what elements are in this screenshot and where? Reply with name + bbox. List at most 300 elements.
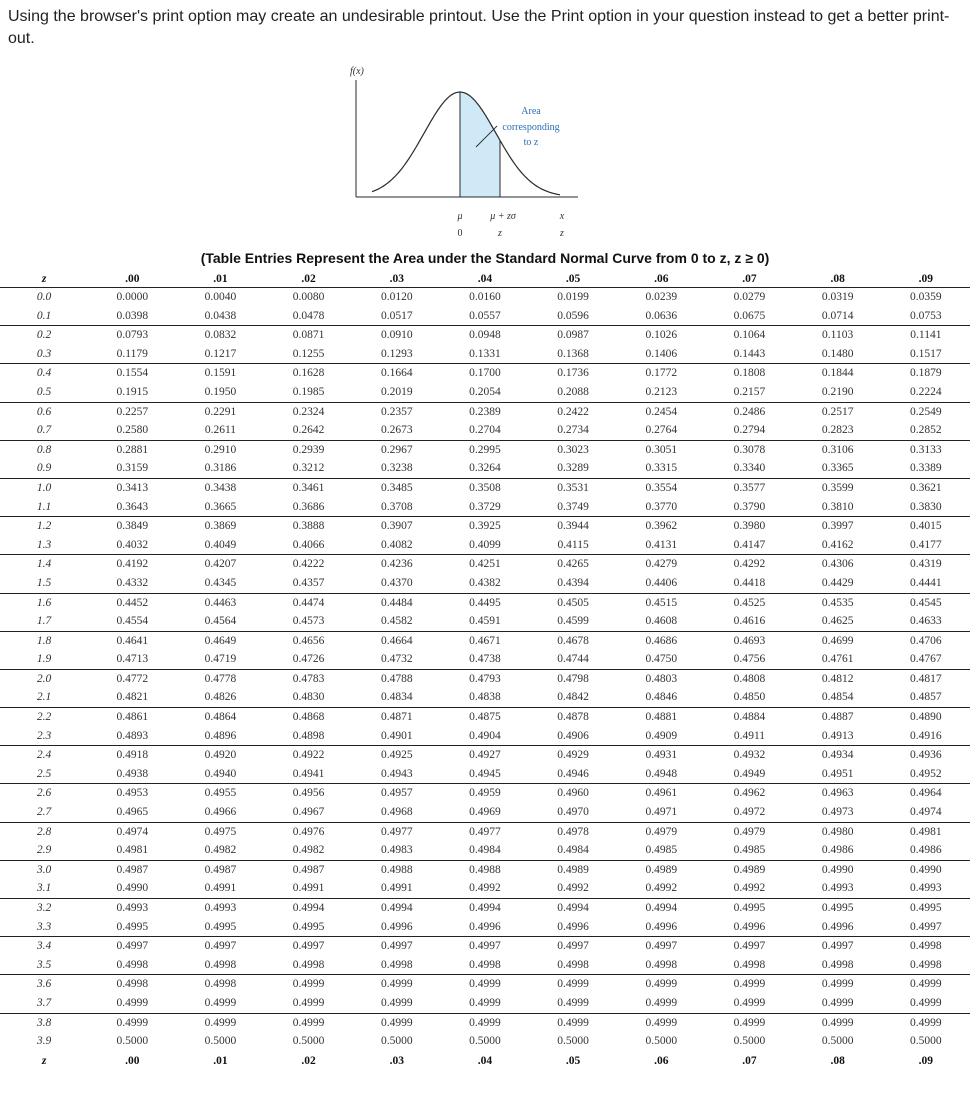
table-cell: 0.4192 (116, 558, 149, 571)
table-cell: 0.0636 (617, 307, 705, 326)
table-cell: 0.4535 (821, 596, 854, 609)
table-cell: 0.3790 (705, 498, 793, 517)
table-cell: 0.0000 (116, 291, 149, 303)
table-cell: 0.4961 (645, 787, 678, 800)
table-cell: 0.1331 (441, 345, 529, 364)
table-cell: 0.4279 (645, 558, 678, 571)
table-cell: 0.4999 (88, 994, 176, 1013)
table-cell: 0.4713 (88, 650, 176, 669)
table-cell: 0.4996 (529, 918, 617, 937)
table-cell: 0.4608 (617, 612, 705, 631)
table-cell: 0.2967 (380, 443, 413, 456)
table-cell: 0.4767 (882, 650, 970, 669)
table-cell: 0.1293 (353, 345, 441, 364)
table-cell: 0.4821 (88, 688, 176, 707)
table-cell: 0.4582 (353, 612, 441, 631)
table-cell: 0.4999 (292, 1016, 325, 1029)
table-cell: 0.1700 (469, 367, 501, 380)
table-row (0, 688, 970, 707)
table-cell: 0.4994 (469, 902, 501, 914)
table-cell: 0.0871 (292, 329, 325, 342)
table-cell: 0.4991 (265, 879, 353, 898)
table-cell: 0.1179 (88, 345, 176, 364)
table-row (0, 536, 970, 555)
table-cell: 0.4999 (353, 994, 441, 1013)
table-cell: 0.4633 (882, 612, 970, 631)
table-cell: 0.4999 (204, 1016, 237, 1029)
table-cell: 0.4222 (292, 558, 325, 571)
table-cell: 0.4834 (353, 688, 441, 707)
table-cell: 0.3106 (821, 443, 854, 456)
table-cell: 0.4901 (353, 727, 441, 746)
table-cell: 0.4793 (469, 672, 501, 685)
table-row (0, 727, 970, 746)
table-cell: 0.4957 (380, 787, 413, 800)
table-cell: 0.4949 (705, 765, 793, 784)
table-cell: 0.4656 (292, 634, 325, 647)
table-cell: 0.0239 (645, 291, 678, 303)
table-cell: 0.4998 (617, 956, 705, 975)
z-value: 0.5 (0, 383, 88, 402)
table-cell: 0.4999 (733, 978, 766, 991)
table-cell: 0.4319 (910, 558, 942, 571)
table-cell: 0.1443 (705, 345, 793, 364)
table-cell: 0.4996 (794, 918, 882, 937)
table-row (0, 326, 970, 345)
table-cell: 0.4925 (380, 749, 413, 762)
table-cell: 0.4972 (705, 803, 793, 822)
table-cell: 0.0596 (529, 307, 617, 326)
z-value: 1.7 (0, 612, 88, 631)
x-label: x (559, 211, 565, 222)
table-cell: 0.3389 (882, 459, 970, 478)
table-cell: 0.3413 (116, 481, 149, 494)
table-cell: 0.4999 (794, 994, 882, 1013)
table-cell: 0.4996 (353, 918, 441, 937)
table-cell: 0.4998 (116, 978, 149, 991)
footer-row (0, 1051, 970, 1071)
table-cell: 0.4999 (380, 1016, 413, 1029)
table-cell: 0.0478 (265, 307, 353, 326)
header-col: .04 (441, 271, 529, 288)
footer-col: .06 (654, 1054, 669, 1067)
table-cell: 0.4956 (292, 787, 325, 800)
table-cell: 0.2291 (204, 405, 237, 418)
table-row (0, 975, 970, 994)
table-cell: 0.4999 (882, 994, 970, 1013)
table-cell: 0.4962 (733, 787, 766, 800)
table-cell: 0.1554 (116, 367, 149, 380)
table-cell: 0.3944 (557, 520, 589, 533)
table-cell: 0.1064 (733, 329, 766, 342)
table-cell: 0.4904 (441, 727, 529, 746)
table-cell: 0.4968 (353, 803, 441, 822)
table-cell: 0.4826 (176, 688, 264, 707)
area-label-2: corresponding (502, 122, 560, 133)
table-cell: 0.4429 (794, 574, 882, 593)
table-cell: 0.4977 (469, 825, 501, 838)
table-cell: 0.3997 (821, 520, 854, 533)
table-cell: 0.3531 (557, 481, 589, 494)
table-cell: 0.4998 (910, 940, 942, 953)
table-cell: 0.2224 (882, 383, 970, 402)
table-cell: 0.3461 (292, 481, 325, 494)
z-value: 3.7 (0, 994, 88, 1013)
table-cell: 0.4945 (441, 765, 529, 784)
table-cell: 0.4896 (176, 727, 264, 746)
table-cell: 0.4236 (380, 558, 413, 571)
table-cell: 0.3485 (380, 481, 413, 494)
z-value: 1.9 (0, 650, 88, 669)
table-cell: 0.2939 (292, 443, 325, 456)
table-cell: 0.4999 (910, 978, 942, 991)
z-value: 3.0 (36, 863, 52, 876)
table-cell: 0.4995 (733, 902, 766, 914)
table-cell: 0.4999 (176, 994, 264, 1013)
normal-curve-figure (0, 0, 970, 240)
z-value: 2.0 (36, 672, 52, 685)
footer-col: .08 (830, 1054, 845, 1067)
footer-col: .00 (125, 1054, 140, 1067)
table-cell: 0.4982 (265, 841, 353, 860)
table-cell: 0.4803 (645, 672, 678, 685)
z-value: 0.3 (0, 345, 88, 364)
table-cell: 0.4992 (705, 879, 793, 898)
table-cell: 0.4985 (705, 841, 793, 860)
table-cell: 0.4998 (705, 956, 793, 975)
table-cell: 0.4066 (265, 536, 353, 555)
table-cell: 0.4778 (204, 672, 237, 685)
table-cell: 0.0398 (88, 307, 176, 326)
table-cell: 0.4999 (469, 978, 501, 991)
table-cell: 0.4878 (557, 711, 589, 724)
table-cell: 0.4812 (821, 672, 854, 685)
table-row (0, 517, 970, 536)
table-cell: 0.2852 (882, 421, 970, 440)
table-cell: 0.4756 (705, 650, 793, 669)
table-cell: 0.4927 (469, 749, 501, 762)
table-cell: 0.4452 (116, 596, 149, 609)
table-cell: 0.4893 (88, 727, 176, 746)
header-col: .09 (882, 271, 970, 288)
table-cell: 0.4938 (88, 765, 176, 784)
table-row (0, 612, 970, 631)
z-value: 3.3 (0, 918, 88, 937)
table-row (0, 1032, 970, 1051)
table-cell: 0.4706 (910, 634, 942, 647)
table-cell: 0.4991 (176, 879, 264, 898)
table-cell: 0.4726 (265, 650, 353, 669)
table-cell: 0.4920 (204, 749, 237, 762)
table-cell: 0.4049 (176, 536, 264, 555)
table-row (0, 708, 970, 727)
table-cell: 0.4881 (645, 711, 678, 724)
table-cell: 0.3980 (733, 520, 766, 533)
z-value: 1.6 (36, 596, 52, 609)
table-cell: 0.4999 (557, 978, 589, 991)
table-cell: 0.4999 (645, 1016, 678, 1029)
z-value: 0.2 (36, 329, 52, 342)
table-cell: 0.3289 (529, 459, 617, 478)
table-cell: 0.2019 (353, 383, 441, 402)
z-value: 3.6 (36, 978, 52, 991)
table-cell: 0.3686 (265, 498, 353, 517)
mu-z-sigma-label: μ + zσ (490, 211, 516, 222)
table-cell: 0.3621 (910, 481, 942, 494)
table-title: (Table Entries Represent the Area under the Standard Normal Curve from 0 to z, z ≥ 0) (200, 250, 770, 266)
table-cell: 0.4974 (882, 803, 970, 822)
table-cell: 0.4082 (353, 536, 441, 555)
footer-col: .03 (389, 1054, 404, 1067)
table-cell: 0.4932 (733, 749, 766, 762)
header-row (0, 271, 970, 288)
table-cell: 0.4997 (733, 940, 766, 953)
table-row (0, 631, 970, 650)
z-value: 2.1 (0, 688, 88, 707)
table-cell: 0.4999 (705, 994, 793, 1013)
table-row (0, 994, 970, 1013)
table-cell: 0.4998 (441, 956, 529, 975)
table-cell: 0.4591 (441, 612, 529, 631)
table-cell: 0.4994 (292, 902, 325, 914)
table-cell: 0.4772 (116, 672, 149, 685)
z-value: 2.4 (36, 749, 52, 762)
table-cell: 0.2257 (116, 405, 149, 418)
table-cell: 0.2823 (794, 421, 882, 440)
table-cell: 0.4495 (469, 596, 501, 609)
header-col: .01 (176, 271, 264, 288)
footer-col: .05 (565, 1054, 581, 1067)
table-cell: 0.5000 (292, 1035, 325, 1048)
table-cell: 0.4699 (821, 634, 854, 647)
table-cell: 0.4952 (882, 765, 970, 784)
table-cell: 0.3078 (733, 443, 766, 456)
table-row (0, 746, 970, 765)
table-row (0, 555, 970, 574)
table-cell: 0.0793 (116, 329, 149, 342)
table-cell: 0.4761 (794, 650, 882, 669)
table-row (0, 498, 970, 517)
table-cell: 0.3708 (353, 498, 441, 517)
table-cell: 0.5000 (116, 1035, 149, 1048)
z-value: 2.2 (36, 711, 52, 724)
table-cell: 0.4545 (910, 596, 942, 609)
z-label-1: z (498, 228, 502, 239)
table-cell: 0.4971 (617, 803, 705, 822)
z-value: 0.8 (36, 443, 52, 456)
z-value: 1.2 (36, 520, 52, 533)
table-cell: 0.0832 (204, 329, 237, 342)
table-cell: 0.5000 (380, 1035, 413, 1048)
table-cell: 0.4564 (176, 612, 264, 631)
table-cell: 0.4846 (617, 688, 705, 707)
table-cell: 0.4515 (645, 596, 678, 609)
footer-col: .02 (301, 1054, 316, 1067)
table-cell: 0.2642 (265, 421, 353, 440)
table-cell: 0.2517 (821, 405, 854, 418)
table-cell: 0.4664 (380, 634, 413, 647)
table-cell: 0.4960 (557, 787, 589, 800)
table-cell: 0.0517 (353, 307, 441, 326)
table-cell: 0.4940 (176, 765, 264, 784)
table-cell: 0.3907 (380, 520, 413, 533)
table-cell: 0.4995 (910, 902, 942, 914)
mu-label: μ (457, 211, 463, 222)
table-cell: 0.3508 (469, 481, 501, 494)
header-col: .08 (794, 271, 882, 288)
table-cell: 0.3925 (469, 520, 501, 533)
table-cell: 0.4554 (88, 612, 176, 631)
footer-col: .07 (742, 1054, 757, 1067)
table-cell: 0.4890 (910, 711, 942, 724)
table-cell: 0.5000 (469, 1035, 501, 1048)
table-cell: 0.3264 (441, 459, 529, 478)
table-cell: 0.4406 (617, 574, 705, 593)
table-cell: 0.4999 (617, 994, 705, 1013)
table-cell: 0.4997 (292, 940, 325, 953)
table-cell: 0.4744 (529, 650, 617, 669)
table-cell: 0.4934 (821, 749, 854, 762)
z-value: 3.1 (0, 879, 88, 898)
table-cell: 0.4970 (529, 803, 617, 822)
table-cell: 0.4996 (441, 918, 529, 937)
table-cell: 0.4573 (265, 612, 353, 631)
table-cell: 0.0160 (469, 291, 501, 303)
table-cell: 0.4998 (794, 956, 882, 975)
z-value: 0.6 (36, 405, 52, 418)
table-cell: 0.5000 (821, 1035, 854, 1048)
table-cell: 0.3315 (617, 459, 705, 478)
z-value: 2.3 (0, 727, 88, 746)
table-row (0, 765, 970, 784)
table-cell: 0.3577 (733, 481, 766, 494)
table-row (0, 956, 970, 975)
table-cell: 0.4251 (469, 558, 501, 571)
table-cell: 0.5000 (204, 1035, 237, 1048)
table-cell: 0.1517 (882, 345, 970, 364)
z-value: 3.8 (36, 1016, 52, 1029)
table-cell: 0.1217 (176, 345, 264, 364)
table-row (0, 669, 970, 688)
table-cell: 0.4599 (529, 612, 617, 631)
table-cell: 0.4162 (794, 536, 882, 555)
table-cell: 0.4983 (353, 841, 441, 860)
table-row (0, 1013, 970, 1032)
table-cell: 0.3159 (88, 459, 176, 478)
table-cell: 0.2995 (469, 443, 501, 456)
table-cell: 0.4964 (910, 787, 942, 800)
table-cell: 0.4946 (529, 765, 617, 784)
table-cell: 0.1368 (529, 345, 617, 364)
z-value: 0.1 (0, 307, 88, 326)
table-cell: 0.4842 (529, 688, 617, 707)
table-cell: 0.4941 (265, 765, 353, 784)
table-cell: 0.4987 (116, 863, 149, 876)
table-cell: 0.4999 (116, 1016, 149, 1029)
table-row (0, 440, 970, 459)
table-cell: 0.4994 (380, 902, 413, 914)
table-cell: 0.2910 (204, 443, 237, 456)
table-cell: 0.4981 (88, 841, 176, 860)
table-cell: 0.4993 (882, 879, 970, 898)
table-cell: 0.4887 (821, 711, 854, 724)
footer-col: .01 (213, 1054, 228, 1067)
table-cell: 0.4918 (116, 749, 149, 762)
table-cell: 0.4931 (645, 749, 678, 762)
table-cell: 0.4967 (265, 803, 353, 822)
table-cell: 0.4732 (353, 650, 441, 669)
table-cell: 0.4463 (204, 596, 237, 609)
table-cell: 0.2123 (617, 383, 705, 402)
z-value: 3.9 (36, 1035, 52, 1048)
table-cell: 0.4963 (821, 787, 854, 800)
table-cell: 0.4838 (441, 688, 529, 707)
z-value: 1.3 (0, 536, 88, 555)
header-col: .05 (529, 271, 617, 288)
table-cell: 0.4999 (469, 1016, 501, 1029)
table-cell: 0.4999 (292, 978, 325, 991)
table-cell: 0.4671 (469, 634, 501, 647)
table-cell: 0.4306 (821, 558, 854, 571)
table-cell: 0.1591 (204, 367, 237, 380)
table-cell: 0.4871 (380, 711, 413, 724)
table-cell: 0.2357 (380, 405, 413, 418)
table-cell: 0.4357 (265, 574, 353, 593)
table-cell: 0.1103 (822, 329, 854, 342)
table-cell: 0.5000 (733, 1035, 766, 1048)
table-cell: 0.4992 (617, 879, 705, 898)
table-cell: 0.3340 (705, 459, 793, 478)
table-cell: 0.4996 (617, 918, 705, 937)
table-cell: 0.1026 (645, 329, 678, 342)
table-cell: 0.4099 (441, 536, 529, 555)
z-value: 1.1 (0, 498, 88, 517)
z-value: 3.2 (36, 902, 52, 914)
table-cell: 0.2454 (645, 405, 678, 418)
table-cell: 0.4686 (645, 634, 678, 647)
table-cell: 0.4948 (617, 765, 705, 784)
table-cell: 0.4998 (529, 956, 617, 975)
table-row (0, 307, 970, 326)
table-cell: 0.4616 (705, 612, 793, 631)
table-cell: 0.0438 (176, 307, 264, 326)
table-cell: 0.4995 (88, 918, 176, 937)
table-cell: 0.4988 (469, 863, 501, 876)
table-cell: 0.4976 (292, 825, 325, 838)
table-cell: 0.4999 (910, 1016, 942, 1029)
table-cell: 0.5000 (910, 1035, 942, 1048)
table-cell: 0.4916 (882, 727, 970, 746)
table-cell: 0.4986 (794, 841, 882, 860)
table-row (0, 822, 970, 841)
table-cell: 0.4474 (292, 596, 325, 609)
table-cell: 0.4969 (441, 803, 529, 822)
z-value: 1.4 (36, 558, 52, 571)
table-cell: 0.3749 (529, 498, 617, 517)
table-cell: 0.4999 (821, 978, 854, 991)
table-cell: 0.0040 (204, 291, 237, 303)
table-cell: 0.0080 (292, 291, 325, 303)
fx-label: f(x) (350, 66, 364, 77)
table-cell: 0.4999 (733, 1016, 766, 1029)
table-cell: 0.4850 (705, 688, 793, 707)
table-cell: 0.4998 (265, 956, 353, 975)
table-row (0, 879, 970, 898)
table-cell: 0.3810 (794, 498, 882, 517)
table-cell: 0.4994 (645, 902, 678, 914)
table-cell: 0.3212 (265, 459, 353, 478)
table-cell: 0.3133 (910, 443, 942, 456)
